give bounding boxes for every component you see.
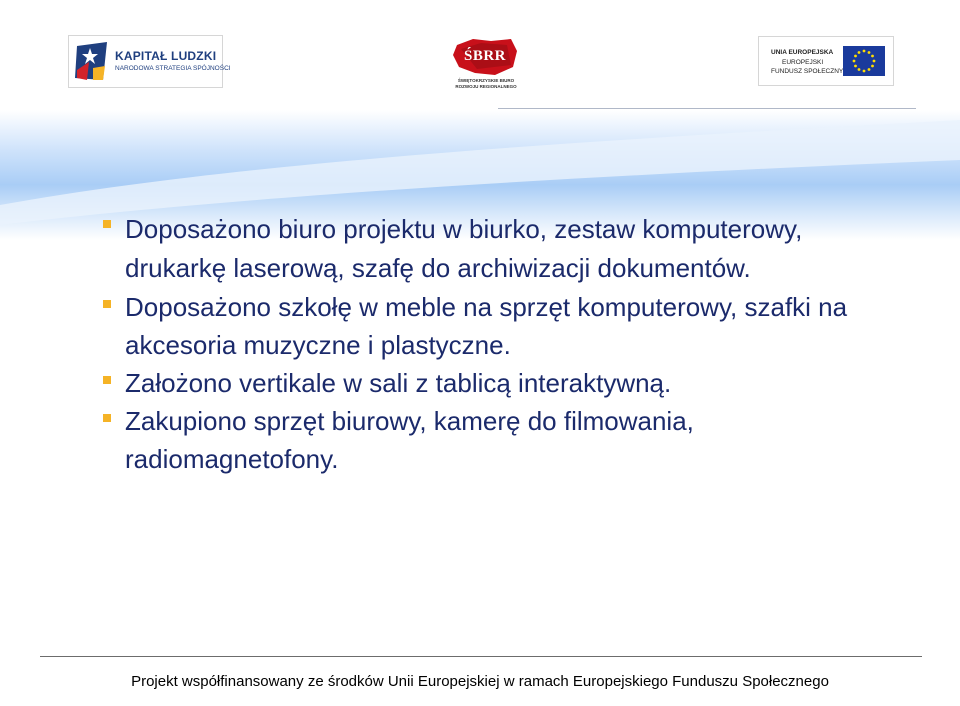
list-item [100,364,910,402]
list-item-text: Założono vertikale w sali z tablicą interaktywną. [125,368,672,398]
list-item-text: Doposażono szkołę w meble na sprzęt komputerowy, szafki na akcesoria muzyczne i plastyczne. [125,292,848,360]
header-divider [498,108,916,109]
sbrr-subtitle-line2: ROZWOJU REGIONALNEGO [455,84,517,89]
list-item [100,402,910,478]
footer-divider [40,656,922,657]
kapital-ludzki-emblem-icon [73,40,111,84]
list-item [100,288,910,364]
sbrr-logo [449,27,523,93]
bullet-list [100,210,910,478]
kapital-ludzki-subtitle: NARODOWA STRATEGIA SPÓJNOŚCI [115,65,231,72]
eu-logo-line3: FUNDUSZ SPOŁECZNY [771,68,844,75]
sbrr-title: ŚBRR [463,48,506,64]
eu-flag-icon [843,46,885,76]
square-bullet-icon [103,414,111,422]
list-item [100,210,910,288]
footer-text: Projekt współfinansowany ze środków Unii Europejskiej w ramach Europejskiego Funduszu Społecznego [131,673,829,690]
square-bullet-icon [103,300,111,308]
sbrr-subtitle-line1: ŚWIĘTOKRZYSKIE BIURO [457,78,515,83]
square-bullet-icon [103,220,111,228]
kapital-ludzki-title: KAPITAŁ LUDZKI [115,49,217,63]
list-item-text: Doposażono biuro projektu w biurko, zestaw komputerowy, drukarkę laserową, szafę do archiwizacji dokumentów. [125,214,803,283]
kapital-ludzki-logo [68,35,231,88]
eu-logo-line2: EUROPEJSKI [782,59,824,66]
eu-logo-line1: UNIA EUROPEJSKA [771,49,834,56]
eu-social-fund-logo [758,36,894,86]
square-bullet-icon [103,376,111,384]
list-item-text: Zakupiono sprzęt biurowy, kamerę do filmowania, radiomagnetofony. [125,406,694,474]
